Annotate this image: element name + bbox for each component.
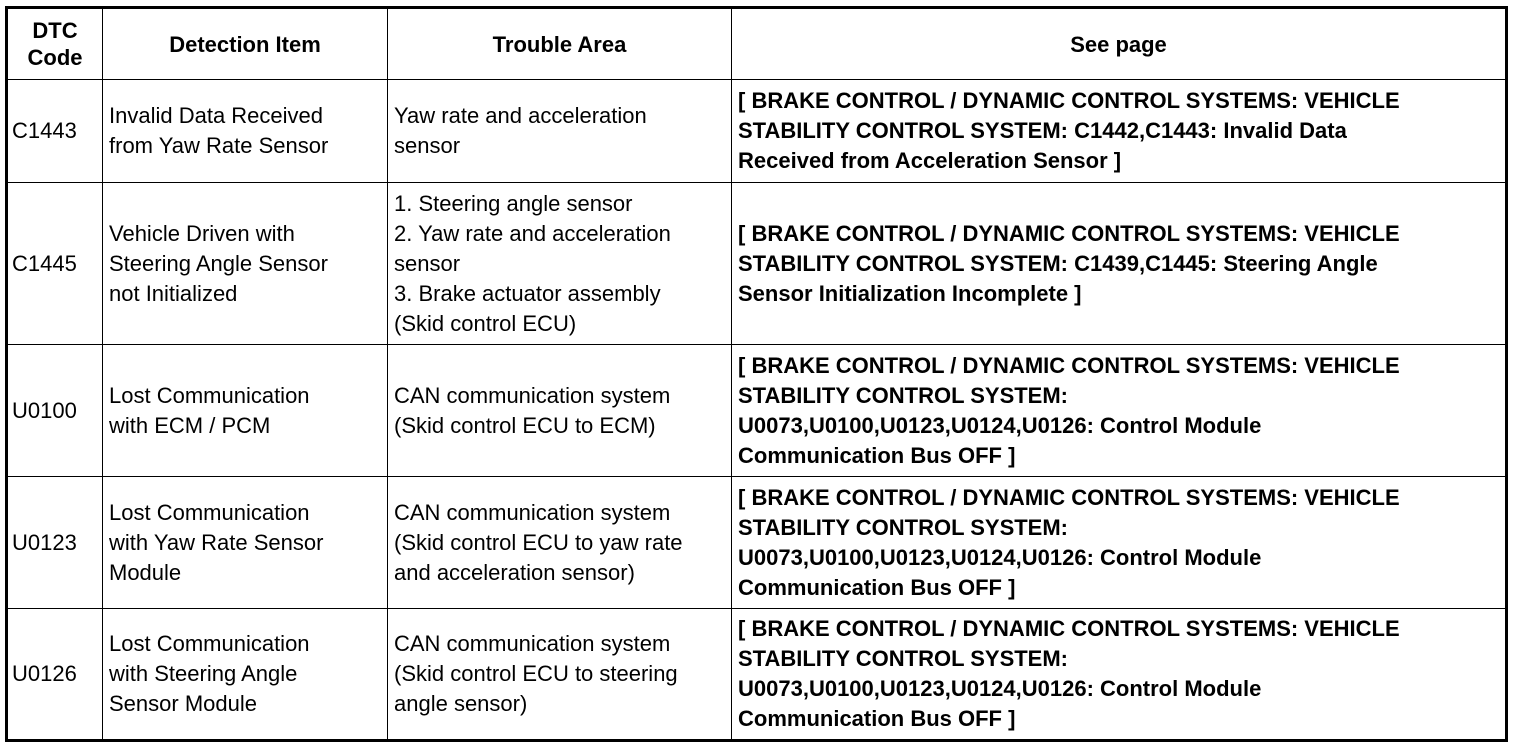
text-line: Invalid Data Received	[109, 103, 324, 128]
trouble-area-cell	[388, 345, 732, 477]
text-line: Sensor Module	[109, 691, 257, 716]
header-detection-item: Detection Item	[103, 8, 388, 80]
link-line: STABILITY CONTROL SYSTEM: C1439,C1445: Steering Angle	[738, 250, 1378, 276]
detection-item-cell	[103, 80, 388, 183]
dtc-table	[5, 6, 1508, 742]
trouble-area-cell	[388, 80, 732, 183]
table-row	[7, 477, 1507, 609]
link-line: [ BRAKE CONTROL / DYNAMIC CONTROL SYSTEMS: VEHICLE	[738, 484, 1400, 510]
see-page-link[interactable]	[732, 80, 1507, 183]
text-line: CAN communication system	[394, 382, 671, 408]
text-line: with Steering Angle	[109, 661, 298, 686]
link-line: Received from Acceleration Sensor ]	[738, 148, 1122, 173]
header-trouble-area: Trouble Area	[388, 8, 732, 80]
dtc-code-cell: C1443	[7, 80, 103, 183]
dtc-code-cell: C1445	[7, 183, 103, 345]
text-line: with ECM / PCM	[109, 412, 271, 438]
link-line: STABILITY CONTROL SYSTEM: C1442,C1443: Invalid Data	[738, 118, 1347, 143]
trouble-area-cell	[388, 183, 732, 345]
dtc-code-cell: U0126	[7, 609, 103, 741]
text-line: with Yaw Rate Sensor	[109, 529, 324, 555]
text-line: Lost Communication	[109, 499, 310, 525]
link-line: [ BRAKE CONTROL / DYNAMIC CONTROL SYSTEMS: VEHICLE	[738, 220, 1400, 246]
dtc-table-container	[5, 6, 1508, 742]
text-line: Lost Communication	[109, 631, 310, 656]
header-dtc-code	[7, 8, 103, 80]
link-line: STABILITY CONTROL SYSTEM:	[738, 514, 1069, 540]
link-line: Communication Bus OFF ]	[738, 706, 1016, 731]
see-page-link[interactable]	[732, 183, 1507, 345]
link-line: STABILITY CONTROL SYSTEM:	[738, 382, 1069, 408]
dtc-code-cell: U0123	[7, 477, 103, 609]
text-line: not Initialized	[109, 280, 238, 306]
text-line: angle sensor)	[394, 691, 528, 716]
link-line: STABILITY CONTROL SYSTEM:	[738, 646, 1069, 671]
link-line: [ BRAKE CONTROL / DYNAMIC CONTROL SYSTEMS: VEHICLE	[738, 352, 1400, 378]
text-line: 2. Yaw rate and acceleration	[394, 220, 671, 246]
trouble-area-cell	[388, 609, 732, 741]
link-line: [ BRAKE CONTROL / DYNAMIC CONTROL SYSTEMS: VEHICLE	[738, 88, 1400, 113]
text-line: (Skid control ECU to steering	[394, 661, 678, 686]
link-line: Communication Bus OFF ]	[738, 574, 1016, 600]
text-line: CAN communication system	[394, 631, 671, 656]
dtc-code-cell: U0100	[7, 345, 103, 477]
text-line: Steering Angle Sensor	[109, 250, 328, 276]
header-dtc-code-line: Code	[27, 45, 83, 70]
detection-item-cell	[103, 183, 388, 345]
text-line: and acceleration sensor)	[394, 559, 635, 585]
text-line: Vehicle Driven with	[109, 220, 295, 246]
detection-item-cell	[103, 345, 388, 477]
link-line: Communication Bus OFF ]	[738, 442, 1016, 468]
text-line: Lost Communication	[109, 382, 310, 408]
detection-item-cell	[103, 477, 388, 609]
text-line: Module	[109, 559, 182, 585]
link-line: U0073,U0100,U0123,U0124,U0126: Control Module	[738, 676, 1262, 701]
link-line: U0073,U0100,U0123,U0124,U0126: Control Module	[738, 544, 1262, 570]
text-line: from Yaw Rate Sensor	[109, 133, 329, 158]
trouble-area-cell	[388, 477, 732, 609]
text-line: (Skid control ECU to ECM)	[394, 412, 656, 438]
link-line: U0073,U0100,U0123,U0124,U0126: Control Module	[738, 412, 1262, 438]
text-line: (Skid control ECU to yaw rate	[394, 529, 683, 555]
table-row	[7, 609, 1507, 741]
text-line: CAN communication system	[394, 499, 671, 525]
text-line: 1. Steering angle sensor	[394, 190, 633, 216]
see-page-link[interactable]	[732, 477, 1507, 609]
link-line: Sensor Initialization Incomplete ]	[738, 280, 1082, 306]
text-line: (Skid control ECU)	[394, 310, 577, 336]
header-see-page: See page	[732, 8, 1507, 80]
text-line: sensor	[394, 133, 461, 158]
header-dtc-code-line: DTC	[32, 18, 78, 43]
table-row	[7, 80, 1507, 183]
table-row	[7, 183, 1507, 345]
detection-item-cell	[103, 609, 388, 741]
table-row	[7, 345, 1507, 477]
text-line: Yaw rate and acceleration	[394, 103, 647, 128]
text-line: 3. Brake actuator assembly	[394, 280, 661, 306]
text-line: sensor	[394, 250, 461, 276]
see-page-link[interactable]	[732, 345, 1507, 477]
link-line: [ BRAKE CONTROL / DYNAMIC CONTROL SYSTEMS: VEHICLE	[738, 616, 1400, 641]
table-header-row	[7, 8, 1507, 80]
see-page-link[interactable]	[732, 609, 1507, 741]
